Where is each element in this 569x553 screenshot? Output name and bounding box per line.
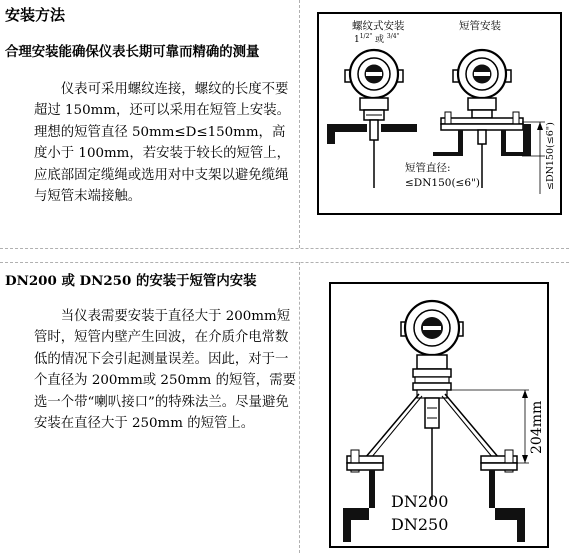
label-pipe-diameter-value: ≤DN150(≤6") (405, 177, 480, 189)
section-title: 安装方法 (5, 6, 66, 24)
label-height-dimension: 204mm (529, 400, 545, 454)
section-installation-method (0, 0, 569, 248)
label-thread-install: 螺纹式安装 (352, 20, 405, 32)
section-dn200-dn250-install (0, 262, 569, 553)
section-subtitle: 合理安装能确保仪表长期可靠而精确的测量 (5, 44, 260, 60)
label-pipe-diameter: 短管直径: (405, 162, 451, 174)
section-paragraph: 当仪表需要安装于直径大于 200mm短管时，短管内壁产生回波，在介质介电常数低的情况下会引起测量误差。因此，对于一个直径为 200mm或 250mm 的短管，需要选一个带“喇叭接口”的特殊法兰。尽量避免安装在直径大于 250mm 的短管上。 (34, 309, 296, 432)
section-paragraph: 仪表可采用螺纹连接，螺纹的长度不要超过 150mm，还可以采用在短管上安装。理想的短管直径 50mm≤D≤150mm，高度小于 100mm，若安装于较长的短管上，应底部固定缆绳或选用对中支架以避免缆绳与短管末端接触。 (34, 82, 291, 205)
label-thread-size: $1^{1/2"}$ 或 $^{3/4"}$ (354, 33, 400, 45)
label-dn250: DN250 (391, 515, 449, 534)
section-title: DN200 或 DN250 的安装于短管内安装 (5, 273, 257, 289)
figure-horn-flange-install (329, 282, 549, 548)
label-short-pipe-install: 短管安装 (459, 20, 501, 32)
label-dn200: DN200 (391, 492, 449, 511)
label-vertical-dimension: ≤DN150(≤6") (545, 122, 556, 190)
figure-thread-and-pipe-installation (317, 12, 562, 215)
